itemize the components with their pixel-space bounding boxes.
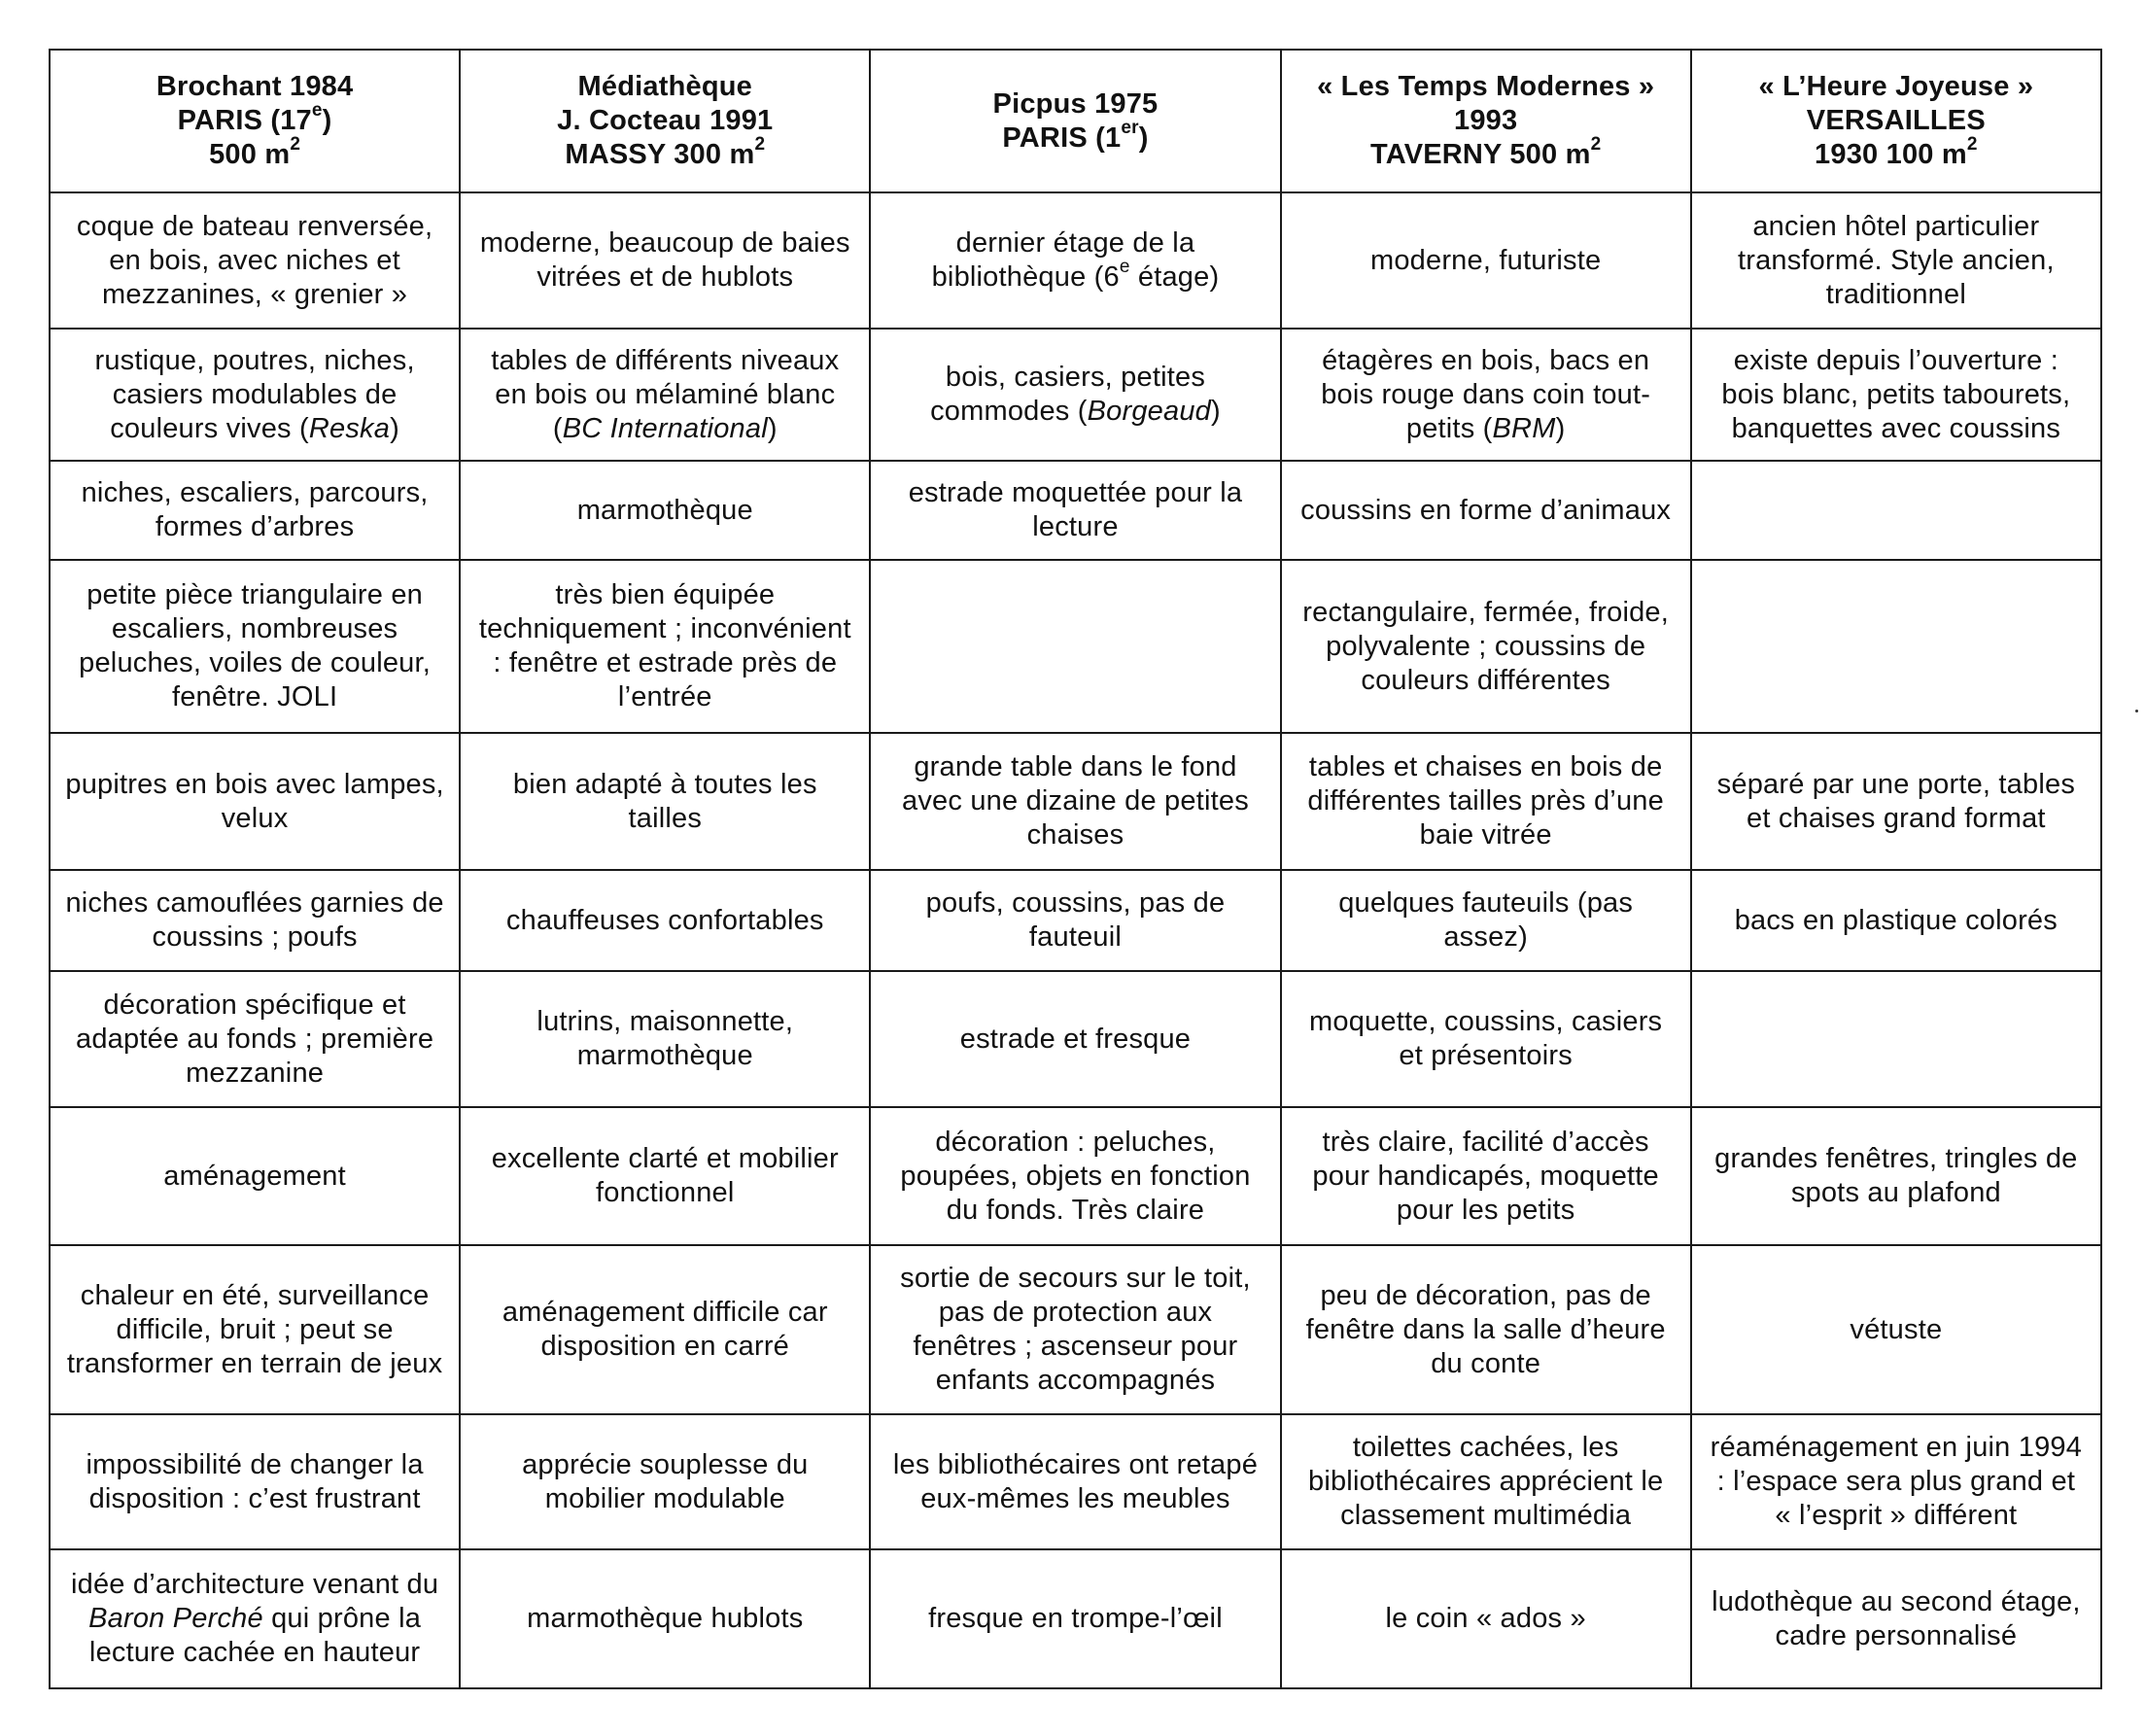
cell-text: décoration spécifique et adaptée au fonds ; première mezzanine <box>76 989 434 1089</box>
table-cell <box>460 192 870 329</box>
cell-text: niches, escaliers, parcours, formes d’arbres <box>81 477 429 542</box>
cell-text: excellente clarté et mobilier fonctionnel <box>491 1143 839 1208</box>
header-cell-brochant <box>50 50 460 192</box>
cell-text: toilettes cachées, les bibliothécaires apprécient le classement multimédia <box>1308 1432 1664 1531</box>
cell-text: bacs en plastique colorés <box>1734 904 2058 936</box>
cell-text: chaleur en été, surveillance difficile, bruit ; peut se transformer en terrain de jeux <box>66 1279 443 1379</box>
table-cell <box>870 971 1280 1107</box>
table-cell <box>870 1414 1280 1549</box>
table-cell <box>1281 560 1691 733</box>
table-row <box>50 1414 2101 1549</box>
table-cell <box>1691 1549 2101 1688</box>
cell-text: ancien hôtel particulier transformé. Style ancien, traditionnel <box>1737 210 2055 310</box>
table-cell <box>50 192 460 329</box>
table-cell <box>50 329 460 461</box>
table-cell <box>870 1549 1280 1688</box>
table-body <box>50 192 2101 1688</box>
table-cell <box>1281 1107 1691 1245</box>
table-cell <box>870 461 1280 560</box>
cell-text: coussins en forme d’animaux <box>1300 494 1672 526</box>
table-cell <box>1281 329 1691 461</box>
cell-text: le coin « ados » <box>1385 1603 1586 1634</box>
cell-text: vétuste <box>1850 1313 1943 1345</box>
cell-text: grandes fenêtres, tringles de spots au plafond <box>1714 1143 2078 1208</box>
cell-text: niches camouflées garnies de coussins ; poufs <box>65 887 444 953</box>
cell-text: moderne, beaucoup de baies vitrées et de hublots <box>479 227 850 293</box>
table-cell <box>460 1245 870 1414</box>
table-cell <box>460 1549 870 1688</box>
header-line: J. Cocteau 1991 <box>557 105 774 136</box>
table-row <box>50 560 2101 733</box>
table-cell <box>870 192 1280 329</box>
table-cell <box>1281 1549 1691 1688</box>
cell-text: quelques fauteuils (pas assez) <box>1338 887 1634 953</box>
header-cell-mediatheque <box>460 50 870 192</box>
header-line: 500 $m^2$ <box>209 134 301 170</box>
cell-text: estrade et fresque <box>959 1023 1192 1055</box>
table-cell <box>1281 971 1691 1107</box>
table-cell <box>460 461 870 560</box>
table-cell <box>870 329 1280 461</box>
cell-italic-text: BC International <box>562 412 768 444</box>
table-cell <box>1691 560 2101 733</box>
table-row <box>50 1549 2101 1688</box>
table-row <box>50 192 2101 329</box>
cell-italic-text: Reska <box>308 412 391 444</box>
cell-text: ) <box>1555 412 1566 444</box>
table-cell <box>1691 329 2101 461</box>
header-line: TAVERNY 500 $m^2$ <box>1369 134 1602 170</box>
table-cell <box>460 560 870 733</box>
table-cell <box>50 1245 460 1414</box>
cell-text: les bibliothécaires ont retapé eux-mêmes les meubles <box>892 1448 1259 1514</box>
cell-text: rustique, poutres, niches, casiers modulables de couleurs vives ( <box>94 344 415 444</box>
cell-text: très claire, facilité d’accès pour handicapés, moquette pour les petits <box>1312 1126 1659 1226</box>
library-comparison-table <box>49 49 2102 1689</box>
header-line: Brochant 1984 <box>156 71 354 102</box>
cell-text: chauffeuses confortables <box>505 904 824 936</box>
table-row <box>50 971 2101 1107</box>
cell-text: étage) <box>1129 261 1220 293</box>
table-row <box>50 1107 2101 1245</box>
cell-text: moderne, futuriste <box>1369 244 1602 276</box>
header-line: « Les Temps Modernes » <box>1317 71 1655 102</box>
table-cell <box>1691 192 2101 329</box>
cell-text: aménagement <box>163 1160 346 1192</box>
table-row <box>50 329 2101 461</box>
cell-text: idée d’architecture venant du <box>70 1569 439 1600</box>
cell-text: ) <box>1211 396 1221 427</box>
table-cell <box>50 1414 460 1549</box>
header-cell-picpus <box>870 50 1280 192</box>
table-cell <box>460 329 870 461</box>
cell-text: peu de décoration, pas de fenêtre dans la salle d’heure du conte <box>1305 1279 1666 1379</box>
table-cell <box>50 1107 460 1245</box>
table-cell <box>1691 1107 2101 1245</box>
table-cell <box>1691 461 2101 560</box>
cell-text: tables de différents niveaux en bois ou mélaminé blanc ( <box>491 344 840 444</box>
table-row <box>50 1245 2101 1414</box>
cell-text: poufs, coussins, pas de fauteuil <box>925 887 1226 953</box>
header-line: Picpus 1975 <box>992 87 1159 120</box>
table-cell <box>870 560 1280 733</box>
cell-italic-text: Baron Perché <box>88 1603 263 1634</box>
cell-text: ) <box>767 412 778 444</box>
table-cell <box>1691 733 2101 870</box>
cell-text: tables et chaises en bois de différentes tailles près d’une baie vitrée <box>1307 751 1664 851</box>
table-cell <box>460 733 870 870</box>
cell-text: petite pièce triangulaire en escaliers, nombreuses peluches, voiles de couleur, fenêtre. JOLI <box>79 579 432 712</box>
document-page <box>49 49 2100 1689</box>
header-line: « L’Heure Joyeuse » <box>1758 71 2034 102</box>
table-cell <box>50 733 460 870</box>
header-line: 1993 <box>1453 105 1518 136</box>
table-row <box>50 733 2101 870</box>
table-cell <box>1691 971 2101 1107</box>
cell-text: aménagement difficile car disposition en carré <box>502 1297 828 1362</box>
table-cell <box>1281 1414 1691 1549</box>
table-cell <box>460 1414 870 1549</box>
cell-text: bois, casiers, petites commodes ( <box>930 362 1206 427</box>
header-cell-temps-modernes <box>1281 50 1691 192</box>
cell-text: sortie de secours sur le toit, pas de protection aux fenêtres ; ascenseur pour enfants accompagnés <box>900 1263 1251 1396</box>
header-line: 1930 100 $m^2$ <box>1815 134 1978 170</box>
header-line: MASSY 300 $m^2$ <box>565 134 766 170</box>
table-row <box>50 461 2101 560</box>
table-cell <box>50 1549 460 1688</box>
table-cell <box>870 1107 1280 1245</box>
table-cell <box>1281 870 1691 971</box>
table-cell <box>460 971 870 1107</box>
cell-text: pupitres en bois avec lampes, velux <box>65 768 444 834</box>
table-cell <box>1281 733 1691 870</box>
cell-text: rectangulaire, fermée, froide, polyvalente ; coussins de couleurs différentes <box>1302 596 1670 696</box>
table-cell <box>1281 192 1691 329</box>
cell-text: bien adapté à toutes les tailles <box>512 768 817 834</box>
table-cell <box>1691 1245 2101 1414</box>
header-cell-heure-joyeuse <box>1691 50 2101 192</box>
cell-text: existe depuis l’ouverture : bois blanc, petits tabourets, banquettes avec coussins <box>1721 344 2071 444</box>
header-line: VERSAILLES <box>1806 105 1986 136</box>
header-line: PARIS (1er) <box>1002 117 1149 154</box>
table-cell <box>50 560 460 733</box>
table-cell <box>460 1107 870 1245</box>
table-cell <box>50 870 460 971</box>
cell-text: coque de bateau renversée, en bois, avec niches et mezzanines, « grenier » <box>76 210 433 310</box>
cell-text: ) <box>390 412 399 444</box>
cell-italic-text: Borgeaud <box>1087 396 1211 427</box>
cell-text: réaménagement en juin 1994 : l’espace sera plus grand et « l’esprit » différent <box>1710 1432 2083 1531</box>
table-cell <box>870 870 1280 971</box>
cell-text: apprécie souplesse du mobilier modulable <box>522 1448 809 1514</box>
table-cell <box>50 461 460 560</box>
cell-text: moquette, coussins, casiers et présentoirs <box>1309 1006 1663 1071</box>
cell-text: grande table dans le fond avec une dizaine de petites chaises <box>902 751 1249 851</box>
table-cell <box>1691 1414 2101 1549</box>
cell-text: marmothèque hublots <box>527 1603 804 1634</box>
table-cell <box>460 870 870 971</box>
cell-text: dernier étage de la bibliothèque (6 <box>931 227 1195 293</box>
table-cell <box>50 971 460 1107</box>
cell-text: étagères en bois, bacs en bois rouge dans coin tout-petits ( <box>1321 344 1651 444</box>
cell-text: très bien équipée techniquement ; inconvénient : fenêtre et estrade près de l’entrée <box>478 579 851 712</box>
table-row <box>50 870 2101 971</box>
header-row <box>50 50 2101 192</box>
cell-text: séparé par une porte, tables et chaises grand format <box>1716 768 2076 834</box>
stray-mark <box>2135 710 2138 712</box>
header-line: PARIS (17e) <box>177 100 332 136</box>
cell-text: qui prône la lecture cachée en hauteur <box>88 1603 422 1668</box>
table-cell <box>1281 1245 1691 1414</box>
header-line: Médiathèque <box>577 71 752 102</box>
cell-italic-text: BRM <box>1492 412 1556 444</box>
cell-superscript: e <box>1119 257 1130 278</box>
table-cell <box>870 1245 1280 1414</box>
cell-text: marmothèque <box>576 494 753 526</box>
cell-text: décoration : peluches, poupées, objets en fonction du fonds. Très claire <box>900 1126 1251 1226</box>
cell-text: fresque en trompe-l’œil <box>928 1603 1223 1634</box>
cell-text: estrade moquettée pour la lecture <box>908 477 1243 542</box>
cell-text: ludothèque au second étage, cadre personnalisé <box>1712 1585 2081 1651</box>
table-cell <box>870 733 1280 870</box>
table-cell <box>1691 870 2101 971</box>
cell-text: lutrins, maisonnette, marmothèque <box>536 1006 794 1071</box>
table-cell <box>1281 461 1691 560</box>
cell-text: impossibilité de changer la disposition : c’est frustrant <box>86 1448 424 1514</box>
